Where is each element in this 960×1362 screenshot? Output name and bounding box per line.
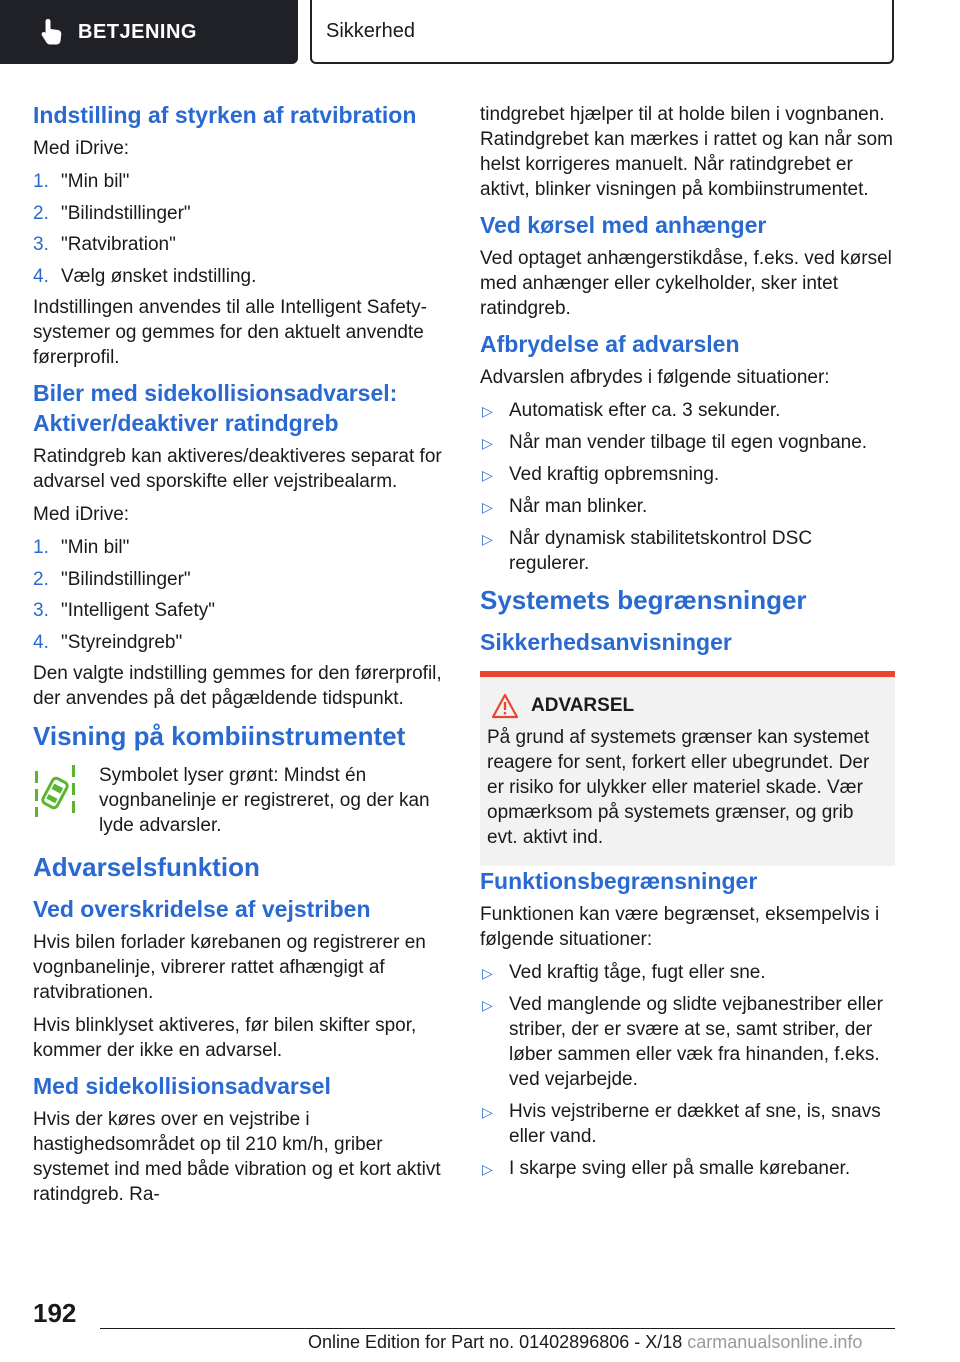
list-item bbox=[33, 201, 443, 226]
watermark: carmanualsonline.info bbox=[687, 1332, 863, 1352]
list-item bbox=[480, 960, 895, 985]
list-item bbox=[480, 430, 895, 455]
paragraph: tindgrebet hjælper til at holde bilen i vognbanen. Ratindgrebet kan mærkes i rattet og kan når som helst korrigeres manuelt. Når ratindgrebet er aktivt, blinker visningen på kombiinstrumentet. bbox=[480, 104, 893, 200]
footer-divider bbox=[100, 1328, 895, 1329]
step-number: 1. bbox=[33, 537, 49, 558]
paragraph: Ratindgreb kan aktiveres/deaktiveres separat for advarsel ved sporskifte eller vejstribealarm. bbox=[33, 446, 442, 492]
list-item bbox=[33, 598, 443, 623]
list-item bbox=[33, 264, 443, 289]
hand-pointer-icon bbox=[36, 16, 68, 48]
lane-departure-icon bbox=[33, 763, 77, 819]
list-item bbox=[480, 526, 895, 576]
step-number: 4. bbox=[33, 265, 49, 287]
paragraph: Symbolet lyser grønt: Mindst én vognbanelinje er registreret, og der kan lyde advarsler. bbox=[99, 765, 430, 836]
list-item bbox=[33, 535, 443, 560]
triangle-bullet-icon: ▷ bbox=[482, 1104, 493, 1120]
heading-overskridelse: Ved overskridelse af vejstriben bbox=[33, 896, 371, 922]
warning-box bbox=[480, 671, 895, 866]
bullet-text: Når man vender tilbage til egen vognbane. bbox=[509, 432, 868, 453]
list-item bbox=[480, 494, 895, 519]
section-label: BETJENING bbox=[78, 20, 197, 43]
bullet-text: Ved kraftig tåge, fugt eller sne. bbox=[509, 962, 766, 983]
triangle-bullet-icon: ▷ bbox=[482, 467, 493, 483]
bullet-text: Ved manglende og slidte vejbanestriber eller striber, der er svære at se, samt striber, der løber sammen eller væk fra hinanden, f.eks. ved vejarbejde. bbox=[509, 994, 883, 1090]
list-item bbox=[33, 567, 443, 592]
warning-header bbox=[491, 693, 887, 719]
step-text: "Styreindgreb" bbox=[61, 631, 183, 653]
triangle-bullet-icon: ▷ bbox=[482, 403, 493, 419]
heading-anhaenger: Ved kørsel med anhænger bbox=[480, 212, 767, 238]
chapter-label: Sikkerhed bbox=[326, 19, 415, 42]
heading-visning: Visning på kombiinstrumentet bbox=[33, 721, 406, 751]
triangle-bullet-icon: ▷ bbox=[482, 1161, 493, 1177]
list-item bbox=[480, 462, 895, 487]
lane-symbol bbox=[33, 763, 99, 838]
steps-list-1 bbox=[33, 169, 443, 289]
page-header bbox=[0, 0, 960, 66]
paragraph: Med iDrive: bbox=[33, 138, 130, 159]
triangle-bullet-icon: ▷ bbox=[482, 435, 493, 451]
step-text: "Intelligent Safety" bbox=[61, 600, 215, 621]
footer bbox=[308, 1332, 862, 1353]
list-item bbox=[480, 992, 895, 1092]
heading-sidekollision: Med sidekollisionsadvarsel bbox=[33, 1073, 331, 1099]
triangle-bullet-icon: ▷ bbox=[482, 965, 493, 981]
section-tab bbox=[0, 0, 298, 64]
page-number: 192 bbox=[33, 1298, 77, 1328]
triangle-bullet-icon: ▷ bbox=[482, 531, 493, 547]
list-item bbox=[33, 169, 443, 194]
heading-sikkerhed: Sikkerhedsanvisninger bbox=[480, 629, 732, 655]
step-text: "Min bil" bbox=[61, 537, 130, 558]
paragraph: Hvis der køres over en vejstribe i hastighedsområdet op til 210 km/h, griber systemet ind med både vibration og et kort aktivt ratindgreb. Ra- bbox=[33, 1109, 441, 1205]
edition-text: Online Edition for Part no. 01402896806 - X/18 bbox=[308, 1332, 683, 1352]
list-item bbox=[480, 1099, 895, 1149]
bullet-text: Når man blinker. bbox=[509, 496, 648, 517]
paragraph: Advarslen afbrydes i følgende situationer: bbox=[480, 367, 830, 388]
heading-styrke: Indstilling af styrken af ratvibration bbox=[33, 102, 417, 128]
paragraph: Hvis bilen forlader kørebanen og registrerer en vognbanelinje, vibrerer rattet afhængigt af ratvibrationen. bbox=[33, 932, 426, 1003]
paragraph: Indstillingen anvendes til alle Intelligent Safety-systemer og gemmes for den aktuelt anvendte førerprofil. bbox=[33, 297, 427, 368]
bullet-text: Hvis vejstriberne er dækket af sne, is, snavs eller vand. bbox=[509, 1101, 881, 1147]
step-text: "Bilindstillinger" bbox=[61, 202, 191, 224]
warning-triangle-icon bbox=[491, 693, 519, 719]
step-number: 2. bbox=[33, 202, 49, 224]
chapter-tab bbox=[310, 0, 894, 64]
paragraph: Ved optaget anhængerstikdåse, f.eks. ved kørsel med anhænger eller cykelholder, sker intet ratindgreb. bbox=[480, 248, 892, 319]
list-item bbox=[33, 232, 443, 257]
triangle-bullet-icon: ▷ bbox=[482, 997, 493, 1013]
triangle-bullet-icon: ▷ bbox=[482, 499, 493, 515]
bullet-text: I skarpe sving eller på smalle kørebaner. bbox=[509, 1158, 851, 1179]
paragraph: Hvis blinklyset aktiveres, før bilen skifter spor, kommer der ikke en advarsel. bbox=[33, 1015, 417, 1061]
paragraph: Funktionen kan være begrænset, eksempelvis i følgende situationer: bbox=[480, 904, 880, 950]
steps-list-2 bbox=[33, 535, 443, 655]
heading-begraensninger: Systemets begrænsninger bbox=[480, 585, 807, 615]
step-number: 2. bbox=[33, 568, 49, 590]
bullet-text: Automatisk efter ca. 3 sekunder. bbox=[509, 400, 781, 421]
heading-funktion: Funktionsbegrænsninger bbox=[480, 868, 758, 894]
step-number: 4. bbox=[33, 631, 49, 653]
paragraph: Den valgte indstilling gemmes for den førerprofil, der anvendes på det pågældende tidspunkt. bbox=[33, 663, 442, 709]
list-item bbox=[33, 630, 443, 655]
warning-text: På grund af systemets grænser kan systemet reagere for sent, forkert eller ubegrundet. Der er risiko for ulykker eller materiel skade. Vær opmærksom på systemets grænser, og grib evt. aktivt ind. bbox=[487, 727, 870, 848]
heading-biler: Biler med sidekollisionsadvarsel: Aktiver/deaktiver ratindgreb bbox=[33, 380, 398, 436]
step-number: 3. bbox=[33, 234, 49, 255]
symbol-row bbox=[33, 763, 443, 838]
step-text: Vælg ønsket indstilling. bbox=[61, 265, 257, 287]
step-text: "Ratvibration" bbox=[61, 234, 176, 255]
list-item bbox=[480, 398, 895, 423]
list-item bbox=[480, 1156, 895, 1181]
bullet-list-2 bbox=[480, 960, 895, 1181]
warning-title: ADVARSEL bbox=[531, 695, 635, 716]
paragraph: Med iDrive: bbox=[33, 504, 130, 525]
step-text: "Min bil" bbox=[61, 171, 130, 192]
heading-afbrydelse: Afbrydelse af advarslen bbox=[480, 331, 740, 357]
step-number: 3. bbox=[33, 600, 49, 621]
bullet-text: Ved kraftig opbremsning. bbox=[509, 464, 720, 485]
heading-advarselsfunktion: Advarselsfunktion bbox=[33, 852, 260, 882]
bullet-text: Når dynamisk stabilitetskontrol DSC regulerer. bbox=[509, 528, 813, 574]
step-number: 1. bbox=[33, 171, 49, 192]
step-text: "Bilindstillinger" bbox=[61, 568, 191, 590]
right-column bbox=[480, 102, 895, 1188]
bullet-list-1 bbox=[480, 398, 895, 576]
left-column bbox=[33, 100, 443, 1215]
